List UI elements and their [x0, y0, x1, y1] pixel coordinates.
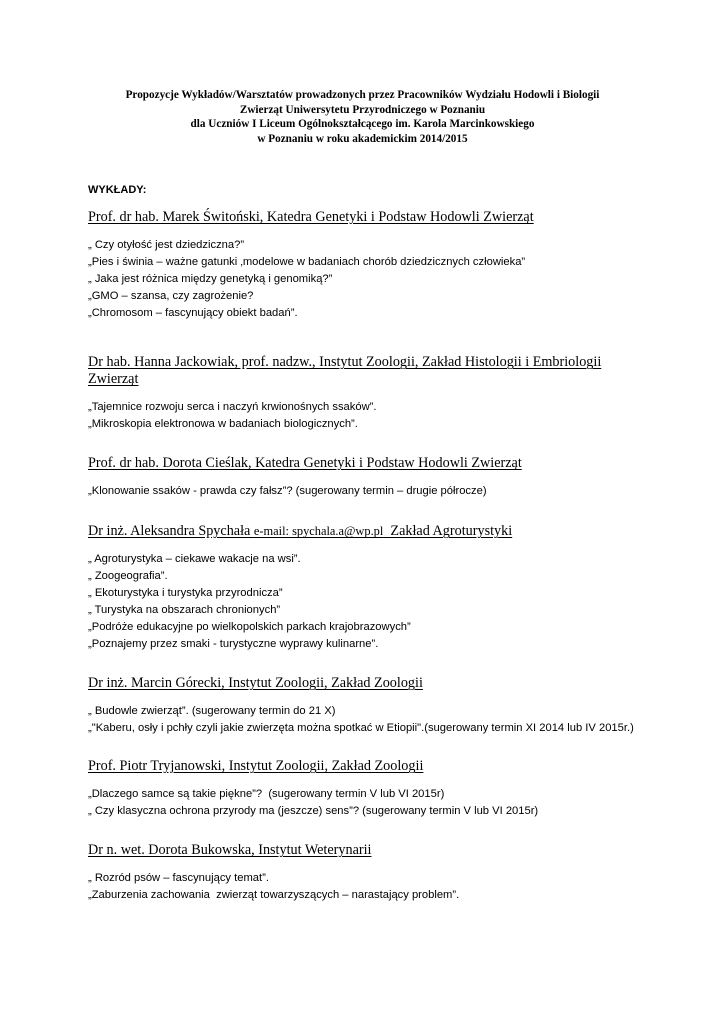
lecturer-entry — [88, 675, 637, 737]
topic-item: „ Jaka jest różnica między genetyką i genomiką?” — [88, 273, 333, 286]
topic-item: „ Zoogeografia”. — [88, 570, 168, 583]
lecturer-entry — [88, 209, 637, 322]
topic-item: „"Kaberu, osły i pchły czyli jakie zwierzęta można spotkać w Etiopii".(sugerowany termin XI 2014 lub IV 2015r.) — [88, 722, 634, 735]
lecturer-name: Dr hab. Hanna Jackowiak, prof. nadzw., Instytut Zoologii, Zakład Histologii i Embriologii Zwierząt — [88, 354, 602, 388]
title-line: dla Uczniów I Liceum Ogólnokształcącego im. Karola Marcinkowskiego — [190, 118, 535, 131]
topic-item: „ Ekoturystyka i turystyka przyrodnicza” — [88, 587, 283, 600]
topic-list — [88, 786, 637, 820]
lecturer-name-part: Dr inż. Aleksandra Spychała — [88, 523, 254, 540]
topic-list — [88, 551, 637, 653]
title-line: Propozycje Wykładów/Warsztatów prowadzonych przez Pracowników Wydziału Hodowli i Biologii — [125, 89, 600, 101]
lecturer-entry — [88, 758, 637, 820]
lecturer-email: e-mail: spychala.a@wp.pl — [253, 524, 384, 539]
topic-item: „Mikroskopia elektronowa w badaniach biologicznych”. — [88, 418, 358, 431]
lecturer-name-part: Zakład Agroturystyki — [383, 523, 513, 540]
lecturer-name: Prof. Piotr Tryjanowski, Instytut Zoologii, Zakład Zoologii — [88, 758, 424, 775]
topic-list — [88, 703, 637, 737]
topic-item: „Poznajemy przez smaki - turystyczne wyprawy kulinarne”. — [88, 638, 379, 651]
lecturer-name — [88, 523, 637, 540]
topic-item: „Zaburzenia zachowania zwierząt towarzyszących – narastający problem”. — [88, 889, 460, 902]
topic-item: „ Turystyka na obszarach chronionych” — [88, 604, 281, 617]
title-line: w Poznaniu w roku akademickim 2014/2015 — [257, 132, 468, 145]
topic-list — [88, 483, 637, 500]
topic-list — [88, 870, 637, 904]
lecturer-entry — [88, 455, 637, 500]
lecturer-name: Prof. dr hab. Dorota Cieślak, Katedra Genetyki i Podstaw Hodowli Zwierząt — [88, 455, 522, 472]
topic-list — [88, 237, 637, 322]
topic-item: „ Czy klasyczna ochrona przyrody ma (jeszcze) sens”? (sugerowany termin V lub VI 2015r) — [88, 805, 539, 818]
lecturer-name: Dr n. wet. Dorota Bukowska, Instytut Weterynarii — [88, 842, 372, 859]
lecturer-entry — [88, 842, 637, 904]
topic-item: „Tajemnice rozwoju serca i naczyń krwionośnych ssaków”. — [88, 401, 377, 414]
section-heading: WYKŁADY: — [88, 184, 147, 197]
lecturer-name: Prof. dr hab. Marek Świtoński, Katedra Genetyki i Podstaw Hodowli Zwierząt — [88, 209, 534, 226]
document-title — [88, 88, 637, 146]
topic-list — [88, 399, 637, 433]
topic-item: „Pies i świnia – ważne gatunki ‚modelowe w badaniach chorób dziedzicznych człowieka” — [88, 256, 526, 269]
lecturer-entry — [88, 523, 637, 653]
lecturer-entry — [88, 354, 637, 433]
topic-item: „ Agroturystyka – ciekawe wakacje na wsi”. — [88, 553, 301, 566]
topic-item: „ Budowle zwierząt”. (sugerowany termin do 21 X) — [88, 705, 336, 718]
topic-item: „GMO – szansa, czy zagrożenie? — [88, 290, 254, 303]
lecturer-name: Dr inż. Marcin Górecki, Instytut Zoologii, Zakład Zoologii — [88, 675, 423, 692]
topic-item: „Dlaczego samce są takie piękne”? (sugerowany termin V lub VI 2015r) — [88, 788, 445, 801]
topic-item: „Klonowanie ssaków - prawda czy fałsz”? (sugerowany termin – drugie półrocze) — [88, 485, 487, 498]
topic-item: „ Rozród psów – fascynujący temat”. — [88, 872, 269, 885]
topic-item: „Podróże edukacyjne po wielkopolskich parkach krajobrazowych” — [88, 621, 411, 634]
topic-item: „Chromosom – fascynujący obiekt badań”. — [88, 307, 298, 320]
title-line: Zwierząt Uniwersytetu Przyrodniczego w Poznaniu — [239, 103, 486, 116]
topic-item: „ Czy otyłość jest dziedziczna?” — [88, 239, 245, 252]
